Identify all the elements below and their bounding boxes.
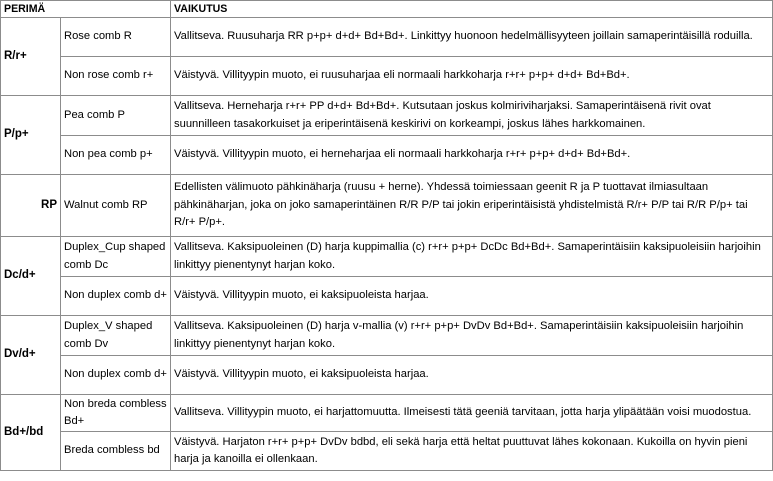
header-effect: VAIKUTUS [171,1,773,18]
gene-cell: P/p+ [1,96,61,175]
trait-name: Non breda combless Bd+ [61,395,171,432]
table-row [1,356,773,395]
trait-name: Non pea comb p+ [61,136,171,175]
trait-effect: Vallitseva. Ruusuharja RR p+p+ d+d+ Bd+Bd+. Linkittyy huonoon hedelmällisyyteen joillain samaperintäisillä roduilla. [171,18,773,57]
trait-name: Non duplex comb d+ [61,356,171,395]
table-row [1,175,773,237]
trait-effect: Väistyvä. Villityypin muoto, ei herneharjaa eli normaali harkkoharja r+r+ p+p+ d+d+ Bd+Bd+. [171,136,773,175]
trait-name: Breda combless bd [61,432,171,471]
trait-name: Duplex_V shaped comb Dv [61,316,171,356]
header-gene: PERIMÄ [1,1,171,18]
trait-effect: Vallitseva. Herneharja r+r+ PP d+d+ Bd+Bd+. Kutsutaan joskus kolmiriviharjaksi. Samaperintäisenä rivit ovat suunnilleen tasakorkuiset ja eriperintäisenä keskirivi on korkeampi, joskus lähes harkkomainen. [171,96,773,136]
table-row [1,57,773,96]
gene-cell: Bd+/bd [1,395,61,471]
trait-effect: Väistyvä. Harjaton r+r+ p+p+ DvDv bdbd, eli sekä harja että heltat puuttuvat lähes kokonaan. Kukoilla on hyvin pieni harja ja kanoilla ei ollenkaan. [171,432,773,471]
table-row [1,277,773,316]
table-row [1,136,773,175]
table-row [1,237,773,277]
gene-cell: RP [1,175,61,237]
trait-effect: Vallitseva. Kaksipuoleinen (D) harja v-mallia (v) r+r+ p+p+ DvDv Bd+Bd+. Samaperintäisiin kaksipuoleisiin harjoihin linkittyy pienentynyt harjan koko. [171,316,773,356]
table-row [1,96,773,136]
trait-effect: Väistyvä. Villityypin muoto, ei ruusuharjaa eli normaali harkkoharja r+r+ p+p+ d+d+ Bd+Bd+. [171,57,773,96]
trait-effect: Väistyvä. Villityypin muoto, ei kaksipuoleista harjaa. [171,356,773,395]
table-row [1,316,773,356]
header-row [1,1,773,18]
trait-name: Pea comb P [61,96,171,136]
gene-cell: Dc/d+ [1,237,61,316]
table-row [1,432,773,471]
trait-effect: Väistyvä. Villityypin muoto, ei kaksipuoleista harjaa. [171,277,773,316]
trait-name: Non duplex comb d+ [61,277,171,316]
gene-cell: R/r+ [1,18,61,96]
trait-name: Walnut comb RP [61,175,171,237]
trait-effect: Edellisten välimuoto pähkinäharja (ruusu + herne). Yhdessä toimiessaan geenit R ja P tuottavat ilmiasultaan pähkinäharjan, joka on joko samaperintäinen R/R P/P tai jokin eriperintäisistä yhdistelmistä R/r+ P/P tai R/R P/p+ tai R/r+ P/p+. [171,175,773,237]
trait-effect: Vallitseva. Villityypin muoto, ei harjattomuutta. Ilmeisesti tätä geeniä tarvitaan, jotta harja ylipäätään voisi muodostua. [171,395,773,432]
trait-name: Non rose comb r+ [61,57,171,96]
table-row [1,395,773,432]
trait-name: Duplex_Cup shaped comb Dc [61,237,171,277]
gene-cell: Dv/d+ [1,316,61,395]
trait-name: Rose comb R [61,18,171,57]
table-row [1,18,773,57]
trait-effect: Vallitseva. Kaksipuoleinen (D) harja kuppimallia (c) r+r+ p+p+ DcDc Bd+Bd+. Samaperintäisiin kaksipuoleisiin harjoihin linkittyy pienentynyt harjan koko. [171,237,773,277]
